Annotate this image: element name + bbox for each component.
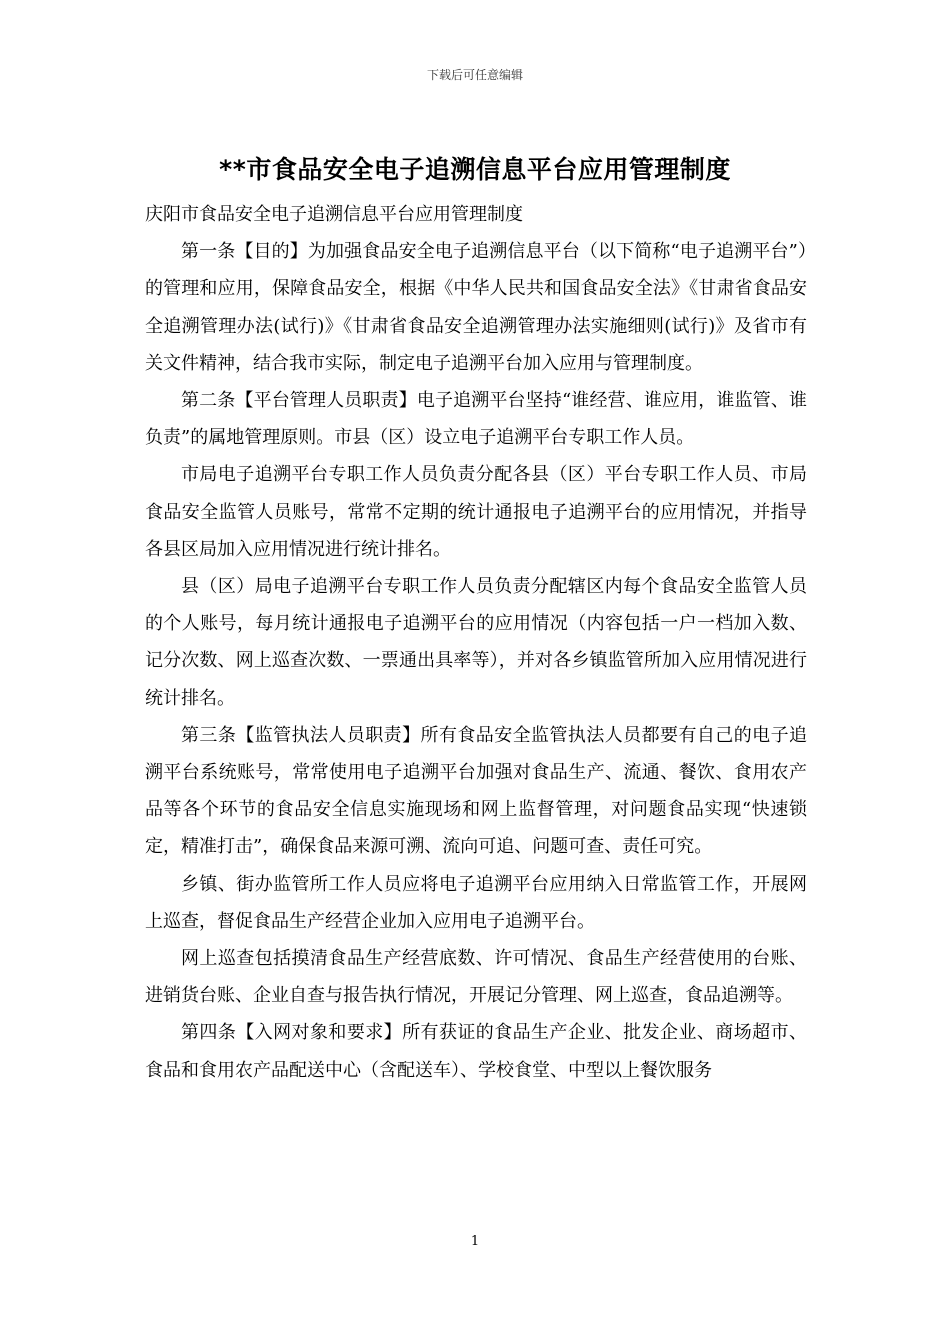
paragraph-township-office: 乡镇、街办监管所工作人员应将电子追溯平台应用纳入日常监管工作，开展网上巡查，督促食品生产经营企业加入应用电子追溯平台。 xyxy=(145,873,807,932)
paragraph-article-1: 第一条【目的】为加强食品安全电子追溯信息平台（以下简称“电子追溯平台”）的管理和应用，保障食品安全，根据《中华人民共和国食品安全法》《甘肃省食品安全追溯管理办法(试行)》《甘肃省食品安全追溯管理办法实施细则(试行)》及省市有关文件精神，结合我市实际，制定电子追溯平台加入应用与管理制度。 xyxy=(145,241,807,374)
header-note: 下载后可任意编辑 xyxy=(426,68,523,82)
paragraph-online-inspection: 网上巡查包括摸清食品生产经营底数、许可情况、食品生产经营使用的台账、进销货台账、企业自查与报告执行情况，开展记分管理、网上巡查，食品追溯等。 xyxy=(145,948,807,1007)
document-body xyxy=(145,196,807,1089)
paragraph-article-2: 第二条【平台管理人员职责】电子追溯平台坚持“谁经营、谁应用，谁监管、谁负责”的属地管理原则。市县（区）设立电子追溯平台专职工作人员。 xyxy=(145,390,807,449)
paragraph-article-4: 第四条【入网对象和要求】所有获证的食品生产企业、批发企业、商场超市、食品和食用农产品配送中心（含配送车）、学校食堂、中型以上餐饮服务 xyxy=(145,1022,807,1081)
paragraph-county-bureau: 县（区）局电子追溯平台专职工作人员负责分配辖区内每个食品安全监管人员的个人账号，每月统计通报电子追溯平台的应用情况（内容包括一户一档加入数、记分次数、网上巡查次数、一票通出具率等），并对各乡镇监管所加入应用情况进行统计排名。 xyxy=(145,576,807,709)
document-title: **市食品安全电子追溯信息平台应用管理制度 xyxy=(219,155,731,184)
page-number: 1 xyxy=(470,1234,480,1249)
subtitle-paragraph: 庆阳市食品安全电子追溯信息平台应用管理制度 xyxy=(145,204,523,225)
paragraph-article-3: 第三条【监管执法人员职责】所有食品安全监管执法人员都要有自己的电子追溯平台系统账号，常常使用电子追溯平台加强对食品生产、流通、餐饮、食用农产品等各个环节的食品安全信息实施现场和网上监督管理，对问题食品实现“快速锁定，精准打击”，确保食品来源可溯、流向可追、问题可查、责任可究。 xyxy=(145,724,807,858)
paragraph-city-bureau: 市局电子追溯平台专职工作人员负责分配各县（区）平台专职工作人员、市局食品安全监管人员账号，常常不定期的统计通报电子追溯平台的应用情况，并指导各县区局加入应用情况进行统计排名。 xyxy=(145,464,807,560)
